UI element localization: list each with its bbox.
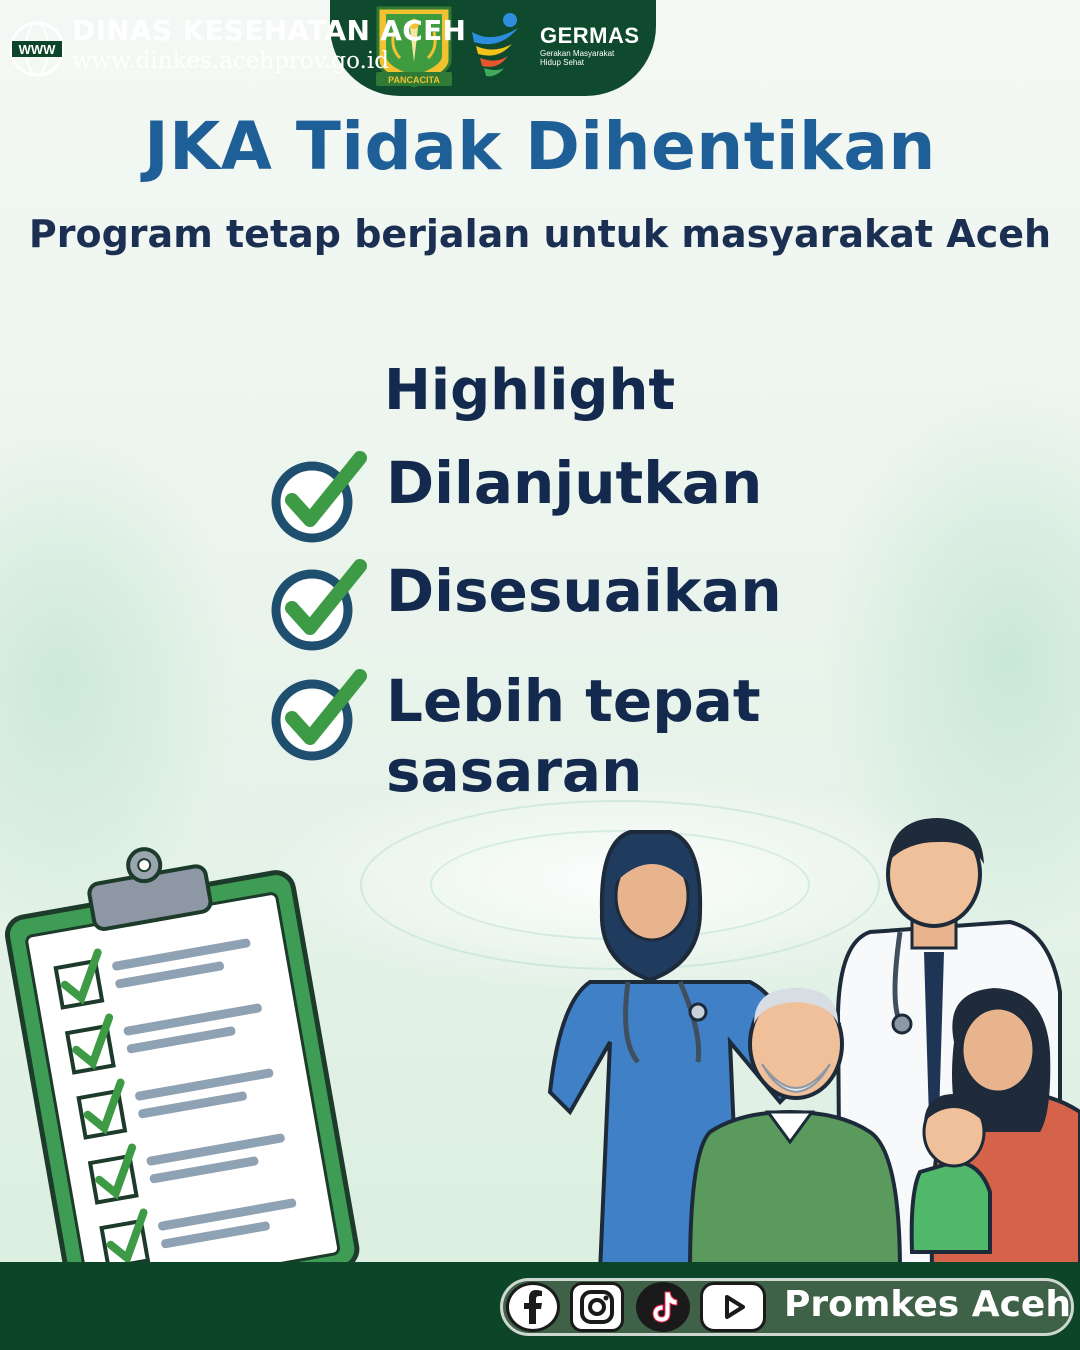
clipboard-illustration: [0, 830, 380, 1270]
check-circle-icon: [268, 666, 372, 764]
highlight-item: [268, 448, 762, 546]
highlight-label: Dilanjutkan: [386, 449, 763, 517]
website-link[interactable]: www.dinkes.acehprov.go.id: [72, 48, 389, 74]
highlight-label: Disesuaikan: [386, 557, 782, 625]
healthcare-people-illustration: [540, 812, 1080, 1272]
highlight-item: [268, 556, 782, 654]
highlight-label-line1: Lebih tepat: [386, 667, 761, 735]
highlight-label-line2: sasaran: [386, 737, 643, 805]
highlight-heading: Highlight: [384, 358, 676, 423]
check-circle-icon: [268, 556, 372, 654]
germas-title: GERMAS: [540, 23, 640, 48]
page-subtitle: Program tetap berjalan untuk masyarakat Aceh: [28, 212, 1052, 256]
germas-subtitle-line1: Gerakan Masyarakat: [540, 49, 615, 58]
instagram-icon[interactable]: [570, 1282, 624, 1332]
page-title: JKA Tidak Dihentikan: [144, 108, 936, 185]
highlight-item: [268, 666, 761, 806]
germas-text-block: [540, 23, 640, 67]
germas-subtitle-line2: Hidup Sehat: [540, 58, 585, 67]
highlight-label: [386, 666, 761, 806]
check-circle-icon: [268, 448, 372, 546]
youtube-icon[interactable]: [700, 1282, 766, 1332]
social-handle[interactable]: Promkes Aceh: [784, 1284, 1071, 1325]
germas-logo-icon: [468, 10, 528, 80]
crest-label: PANCACITA: [388, 75, 440, 85]
tiktok-icon[interactable]: [636, 1282, 690, 1332]
www-icon-label: WWW: [18, 42, 56, 57]
www-globe-icon[interactable]: [8, 20, 66, 78]
facebook-icon[interactable]: [506, 1282, 560, 1332]
org-name: DINAS KESEHATAN ACEH: [72, 14, 467, 47]
